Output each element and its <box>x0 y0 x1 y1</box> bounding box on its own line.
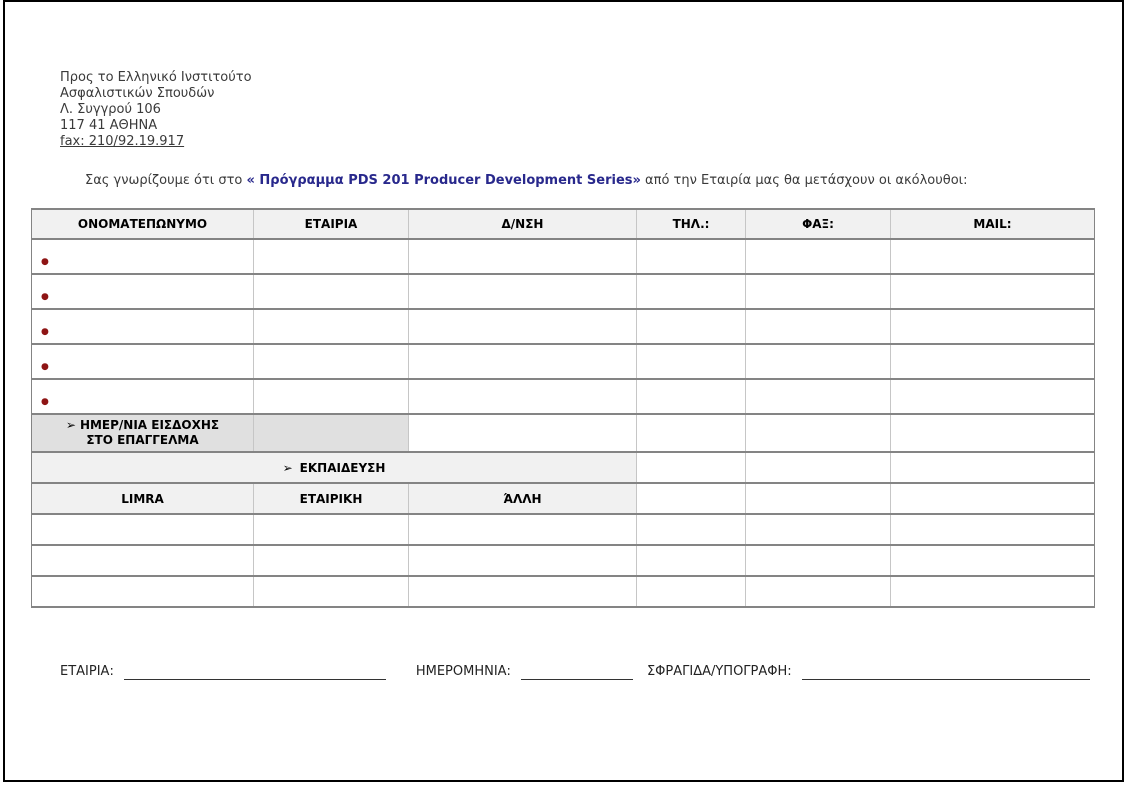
blank-cell[interactable] <box>254 545 409 576</box>
participant-company-cell[interactable] <box>254 274 409 309</box>
table-header-row <box>32 209 1095 239</box>
participant-fax-cell[interactable] <box>746 239 891 274</box>
participant-bullet: ● <box>41 326 49 337</box>
arrow-icon: ➢ <box>282 460 293 475</box>
header-fax: ΦΑΞ: <box>746 209 891 239</box>
participant-row-4 <box>32 344 1095 379</box>
participant-phone-cell[interactable] <box>637 274 746 309</box>
participant-phone-cell[interactable] <box>637 309 746 344</box>
recipient-address-block <box>60 70 252 150</box>
participant-row-1 <box>32 239 1095 274</box>
blank-cell[interactable] <box>637 514 746 545</box>
participant-address-cell[interactable] <box>409 379 637 414</box>
blank-cell[interactable] <box>891 545 1095 576</box>
date-fill-line[interactable] <box>521 664 633 680</box>
stamp-signature-fill-line[interactable] <box>802 664 1090 680</box>
blank-row-2 <box>32 545 1095 576</box>
participant-bullet: ● <box>41 361 49 372</box>
recipient-line: 117 41 ΑΘΗΝΑ <box>60 118 158 133</box>
recipient-line: Ασφαλιστικών Σπουδών <box>60 86 215 101</box>
blank-cell[interactable] <box>409 514 637 545</box>
training-other-header: ΆΛΛΗ <box>409 483 637 514</box>
admission-empty-cell[interactable] <box>637 414 746 452</box>
participant-company-cell[interactable] <box>254 239 409 274</box>
header-mail: MAIL: <box>891 209 1095 239</box>
footer-signature-row <box>60 664 1090 680</box>
participant-mail-cell[interactable] <box>891 274 1095 309</box>
education-empty-cell[interactable] <box>637 452 746 483</box>
training-types-row <box>32 483 1095 514</box>
blank-cell[interactable] <box>637 545 746 576</box>
blank-cell[interactable] <box>254 514 409 545</box>
training-corporate-header: ΕΤΑΙΡΙΚΗ <box>254 483 409 514</box>
participant-bullet: ● <box>41 291 49 302</box>
training-limra-header: LIMRA <box>32 483 254 514</box>
admission-empty-cell[interactable] <box>409 414 637 452</box>
blank-cell[interactable] <box>746 576 891 607</box>
participant-company-cell[interactable] <box>254 344 409 379</box>
participant-name-cell[interactable] <box>32 274 254 309</box>
participant-fax-cell[interactable] <box>746 344 891 379</box>
education-empty-cell[interactable] <box>891 452 1095 483</box>
blank-cell[interactable] <box>254 576 409 607</box>
header-name: ΟΝΟΜΑΤΕΠΩΝΥΜΟ <box>32 209 254 239</box>
admission-empty-cell[interactable] <box>746 414 891 452</box>
participant-name-cell[interactable] <box>32 309 254 344</box>
education-empty-cell[interactable] <box>746 452 891 483</box>
education-label: ➢ ΕΚΠΑΙΔΕΥΣΗ <box>32 452 637 483</box>
participant-address-cell[interactable] <box>409 239 637 274</box>
blank-cell[interactable] <box>32 514 254 545</box>
education-row <box>32 452 1095 483</box>
blank-cell[interactable] <box>32 576 254 607</box>
participant-row-3 <box>32 309 1095 344</box>
blank-cell[interactable] <box>891 514 1095 545</box>
intro-suffix: από την Εταιρία μας θα μετάσχουν οι ακόλουθοι: <box>640 173 968 188</box>
participant-mail-cell[interactable] <box>891 239 1095 274</box>
participant-address-cell[interactable] <box>409 274 637 309</box>
arrow-icon: ➢ <box>65 418 76 432</box>
participant-name-cell[interactable] <box>32 344 254 379</box>
program-name: « Πρόγραμμα PDS 201 Producer Development Series» <box>246 173 641 188</box>
stamp-signature-field-label: ΣΦΡΑΓΙΔΑ/ΥΠΟΓΡΑΦΗ: <box>646 664 792 679</box>
blank-cell[interactable] <box>637 576 746 607</box>
recipient-line: Λ. Συγγρού 106 <box>60 102 161 117</box>
participants-table <box>31 208 1095 608</box>
blank-cell[interactable] <box>746 545 891 576</box>
blank-row-3 <box>32 576 1095 607</box>
participant-bullet: ● <box>41 396 49 407</box>
admission-date-input-cell[interactable] <box>254 414 409 452</box>
blank-cell[interactable] <box>32 545 254 576</box>
company-field-label: ΕΤΑΙΡΙΑ: <box>60 664 114 679</box>
training-empty-cell[interactable] <box>891 483 1095 514</box>
participant-mail-cell[interactable] <box>891 344 1095 379</box>
participant-company-cell[interactable] <box>254 309 409 344</box>
header-address: Δ/ΝΣΗ <box>409 209 637 239</box>
intro-sentence <box>85 173 1095 188</box>
blank-cell[interactable] <box>746 514 891 545</box>
blank-row-1 <box>32 514 1095 545</box>
participant-company-cell[interactable] <box>254 379 409 414</box>
participant-name-cell[interactable] <box>32 379 254 414</box>
participant-phone-cell[interactable] <box>637 239 746 274</box>
recipient-line: Προς το Ελληνικό Ινστιτούτο <box>60 70 252 85</box>
blank-cell[interactable] <box>409 576 637 607</box>
training-empty-cell[interactable] <box>746 483 891 514</box>
participant-fax-cell[interactable] <box>746 274 891 309</box>
blank-cell[interactable] <box>891 576 1095 607</box>
participant-fax-cell[interactable] <box>746 379 891 414</box>
admission-date-label: ➢ ΗΜΕΡ/ΝΙΑ ΕΙΣΔΟΧΗΣ ΣΤΟ ΕΠΑΓΓΕΛΜΑ <box>32 414 254 452</box>
header-company: ΕΤΑΙΡΙΑ <box>254 209 409 239</box>
admission-date-row <box>32 414 1095 452</box>
participant-fax-cell[interactable] <box>746 309 891 344</box>
admission-empty-cell[interactable] <box>891 414 1095 452</box>
intro-prefix: Σας γνωρίζουμε ότι στο <box>85 173 247 188</box>
recipient-fax-number: fax: 210/92.19.917 <box>60 134 185 149</box>
participant-name-cell[interactable] <box>32 239 254 274</box>
participant-phone-cell[interactable] <box>637 379 746 414</box>
participant-bullet: ● <box>41 256 49 267</box>
participant-mail-cell[interactable] <box>891 379 1095 414</box>
date-field-label: ΗΜΕΡΟΜΗΝΙΑ: <box>415 664 511 679</box>
blank-cell[interactable] <box>409 545 637 576</box>
participant-address-cell[interactable] <box>409 344 637 379</box>
company-fill-line[interactable] <box>124 664 386 680</box>
participant-row-2 <box>32 274 1095 309</box>
header-phone: ΤΗΛ.: <box>637 209 746 239</box>
participant-phone-cell[interactable] <box>637 344 746 379</box>
participant-row-5 <box>32 379 1095 414</box>
participant-address-cell[interactable] <box>409 309 637 344</box>
training-empty-cell[interactable] <box>637 483 746 514</box>
participant-mail-cell[interactable] <box>891 309 1095 344</box>
